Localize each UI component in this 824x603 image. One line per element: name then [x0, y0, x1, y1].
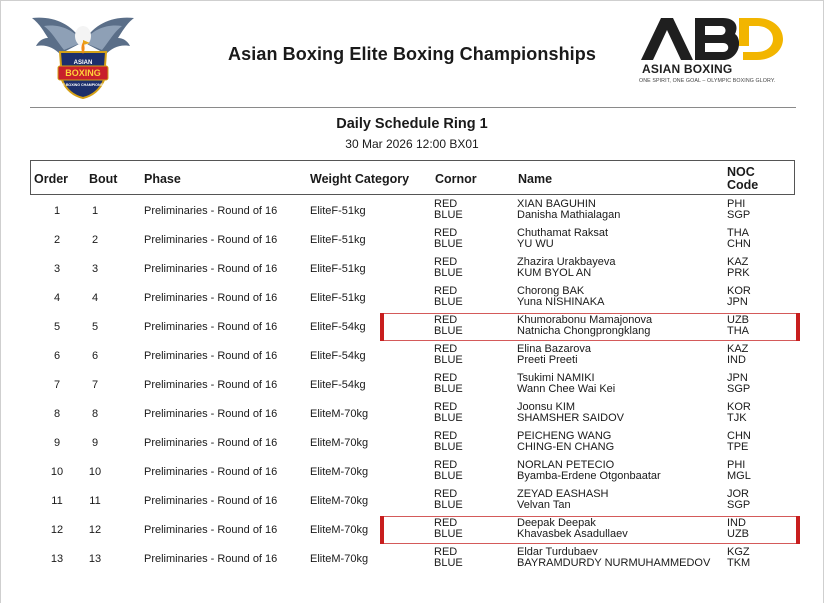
blue-boxer-name: Yuna NISHINAKA [517, 296, 605, 308]
brand-tagline: ONE SPIRIT, ONE GOAL – OLYMPIC BOXING GLORY. [639, 78, 776, 84]
blue-noc-code: THA [727, 325, 749, 337]
blue-noc-code: MGL [727, 470, 751, 482]
order-cell: 5 [53, 321, 61, 333]
corner-blue: BLUE [434, 209, 463, 221]
bout-cell: 2 [91, 234, 99, 246]
blue-noc-code: SGP [727, 383, 751, 395]
phase-cell: Preliminaries - Round of 16 [144, 379, 278, 391]
corner-blue: BLUE [434, 528, 463, 540]
blue-boxer-name: Natnicha Chongprongklang [517, 325, 651, 337]
bout-cell: 4 [91, 292, 99, 304]
table-row [30, 370, 794, 399]
corner-blue: BLUE [434, 470, 463, 482]
emblem-text-2: BOXING [65, 68, 101, 78]
phase-cell: Preliminaries - Round of 16 [144, 321, 278, 333]
phase-cell: Preliminaries - Round of 16 [144, 466, 278, 478]
blue-noc-code: UZB [727, 528, 749, 540]
header-noc-code [727, 166, 758, 192]
table-row [30, 428, 794, 457]
table-row [30, 283, 794, 312]
order-cell: 8 [53, 408, 61, 420]
header-noc-line2: Code [727, 178, 759, 192]
phase-cell: Preliminaries - Round of 16 [144, 205, 278, 217]
header-order: Order [34, 172, 69, 186]
table-row [30, 225, 794, 254]
phase-cell: Preliminaries - Round of 16 [144, 437, 278, 449]
bout-cell: 8 [91, 408, 99, 420]
phase-cell: Preliminaries - Round of 16 [144, 292, 278, 304]
weight-category-cell: EliteM-70kg [310, 553, 369, 565]
weight-category-cell: EliteM-70kg [310, 437, 369, 449]
red-boxer-name: XIAN BAGUHIN [517, 198, 596, 210]
header-corner: Cornor [435, 172, 477, 186]
red-boxer-name: PEICHENG WANG [517, 430, 612, 442]
bout-cell: 11 [89, 495, 101, 507]
phase-cell: Preliminaries - Round of 16 [144, 263, 278, 275]
phase-cell: Preliminaries - Round of 16 [144, 495, 278, 507]
weight-category-cell: EliteF-54kg [310, 321, 366, 333]
red-boxer-name: Elina Bazarova [517, 343, 591, 355]
blue-boxer-name: Danisha Mathialagan [517, 209, 621, 221]
order-cell: 4 [53, 292, 61, 304]
blue-noc-code: CHN [727, 238, 751, 250]
highlight-bar-right [796, 313, 800, 341]
order-cell: 10 [50, 466, 64, 478]
table-row [30, 457, 794, 486]
header-divider [30, 107, 796, 108]
red-noc-code: KAZ [727, 343, 749, 355]
corner-red: RED [434, 488, 458, 500]
corner-blue: BLUE [434, 412, 463, 424]
red-boxer-name: Eldar Turdubaev [517, 546, 598, 558]
corner-blue: BLUE [434, 499, 463, 511]
red-noc-code: JPN [727, 372, 748, 384]
bout-cell: 3 [91, 263, 99, 275]
table-header [30, 160, 795, 195]
order-cell: 12 [50, 524, 64, 536]
red-boxer-name: ZEYAD EASHASH [517, 488, 609, 500]
corner-red: RED [434, 546, 458, 558]
blue-boxer-name: Khavasbek Asadullaev [517, 528, 628, 540]
corner-red: RED [434, 314, 458, 326]
blue-boxer-name: Preeti Preeti [517, 354, 578, 366]
corner-blue: BLUE [434, 383, 463, 395]
blue-boxer-name: Wann Chee Wai Kei [517, 383, 616, 395]
corner-red: RED [434, 343, 458, 355]
red-boxer-name: Chorong BAK [517, 285, 585, 297]
blue-boxer-name: KUM BYOL AN [517, 267, 592, 279]
red-noc-code: KGZ [727, 546, 750, 558]
weight-category-cell: EliteF-51kg [310, 205, 366, 217]
blue-boxer-name: SHAMSHER SAIDOV [517, 412, 624, 424]
corner-blue: BLUE [434, 325, 463, 337]
corner-red: RED [434, 430, 458, 442]
order-cell: 11 [51, 495, 63, 507]
order-cell: 3 [53, 263, 61, 275]
bout-cell: 7 [91, 379, 99, 391]
brand-name: ASIAN BOXING [642, 62, 733, 76]
red-boxer-name: NORLAN PETECIO [517, 459, 615, 471]
header-phase: Phase [144, 172, 181, 186]
table-row [30, 544, 794, 573]
page-title-text: Asian Boxing Elite Boxing Championships [228, 44, 596, 64]
table-row [30, 399, 794, 428]
blue-noc-code: TPE [727, 441, 749, 453]
schedule-datetime: 30 Mar 2026 12:00 BX01 [345, 137, 479, 151]
red-noc-code: UZB [727, 314, 749, 326]
red-noc-code: IND [727, 517, 746, 529]
red-boxer-name: Tsukimi NAMIKI [517, 372, 595, 384]
red-noc-code: PHI [727, 198, 746, 210]
table-row [30, 486, 794, 515]
bout-cell: 9 [91, 437, 99, 449]
abd-logo-icon [636, 16, 786, 88]
red-boxer-name: Joonsu KIM [517, 401, 576, 413]
order-cell: 9 [53, 437, 61, 449]
page-edge [0, 0, 824, 1]
highlight-bar-right [796, 516, 800, 544]
blue-noc-code: TKM [727, 557, 751, 569]
red-boxer-name: Deepak Deepak [517, 517, 596, 529]
order-cell: 6 [53, 350, 61, 362]
corner-blue: BLUE [434, 441, 463, 453]
weight-category-cell: EliteM-70kg [310, 408, 369, 420]
highlight-frame [380, 313, 798, 341]
highlight-bar-left [380, 516, 384, 544]
bout-cell: 10 [88, 466, 102, 478]
weight-category-cell: EliteM-70kg [310, 495, 369, 507]
emblem-text-3: ELITE BOXING CHAMPIONSHIPS [54, 83, 112, 87]
table-row [30, 196, 794, 225]
corner-red: RED [434, 517, 458, 529]
table-row [30, 254, 794, 283]
corner-blue: BLUE [434, 557, 463, 569]
highlight-bar-left [380, 313, 384, 341]
bout-cell: 13 [88, 553, 102, 565]
order-cell: 2 [53, 234, 61, 246]
phase-cell: Preliminaries - Round of 16 [144, 234, 278, 246]
blue-noc-code: TJK [727, 412, 747, 424]
corner-red: RED [434, 256, 458, 268]
corner-red: RED [434, 401, 458, 413]
red-noc-code: PHI [727, 459, 746, 471]
red-noc-code: KOR [727, 401, 751, 413]
red-boxer-name: Zhazira Urakbayeva [517, 256, 616, 268]
blue-boxer-name: CHING-EN CHANG [517, 441, 615, 453]
corner-blue: BLUE [434, 354, 463, 366]
header-noc-line1: NOC [727, 165, 755, 179]
highlight-frame [380, 516, 798, 544]
weight-category-cell: EliteF-51kg [310, 234, 366, 246]
corner-blue: BLUE [434, 296, 463, 308]
phase-cell: Preliminaries - Round of 16 [144, 408, 278, 420]
table-row [30, 341, 794, 370]
red-noc-code: KOR [727, 285, 751, 297]
weight-category-cell: EliteM-70kg [310, 524, 369, 536]
corner-blue: BLUE [434, 238, 463, 250]
blue-boxer-name: BAYRAMDURDY NURMUHAMMEDOV [517, 557, 711, 569]
header-name: Name [518, 172, 553, 186]
corner-red: RED [434, 198, 458, 210]
blue-boxer-name: Byamba-Erdene Otgonbaatar [517, 470, 661, 482]
header-weight-category: Weight Category [310, 172, 410, 186]
bout-cell: 1 [91, 205, 99, 217]
emblem-text-1: ASIAN [73, 60, 93, 66]
blue-noc-code: SGP [727, 499, 751, 511]
weight-category-cell: EliteF-54kg [310, 379, 366, 391]
corner-red: RED [434, 227, 458, 239]
corner-red: RED [434, 459, 458, 471]
table-row [30, 515, 794, 544]
red-boxer-name: Chuthamat Raksat [517, 227, 609, 239]
red-noc-code: KAZ [727, 256, 749, 268]
red-boxer-name: Khumorabonu Mamajonova [517, 314, 653, 326]
order-cell: 7 [53, 379, 61, 391]
corner-red: RED [434, 372, 458, 384]
blue-boxer-name: YU WU [517, 238, 554, 250]
bout-cell: 5 [91, 321, 99, 333]
table-row [30, 312, 794, 341]
weight-category-cell: EliteF-51kg [310, 292, 366, 304]
corner-red: RED [434, 285, 458, 297]
blue-noc-code: JPN [727, 296, 748, 308]
blue-noc-code: IND [727, 354, 746, 366]
red-noc-code: THA [727, 227, 749, 239]
red-noc-code: CHN [727, 430, 751, 442]
phase-cell: Preliminaries - Round of 16 [144, 524, 278, 536]
corner-blue: BLUE [434, 267, 463, 279]
blue-boxer-name: Velvan Tan [517, 499, 571, 511]
weight-category-cell: EliteM-70kg [310, 466, 369, 478]
header-bout: Bout [89, 172, 118, 186]
order-cell: 13 [50, 553, 64, 565]
blue-noc-code: SGP [727, 209, 751, 221]
schedule-title: Daily Schedule Ring 1 [336, 116, 488, 132]
phase-cell: Preliminaries - Round of 16 [144, 350, 278, 362]
bout-cell: 12 [88, 524, 102, 536]
order-cell: 1 [53, 205, 61, 217]
weight-category-cell: EliteF-51kg [310, 263, 366, 275]
weight-category-cell: EliteF-54kg [310, 350, 366, 362]
blue-noc-code: PRK [727, 267, 750, 279]
bout-cell: 6 [91, 350, 99, 362]
page-edge [0, 0, 1, 603]
phase-cell: Preliminaries - Round of 16 [144, 553, 278, 565]
red-noc-code: JOR [727, 488, 749, 500]
